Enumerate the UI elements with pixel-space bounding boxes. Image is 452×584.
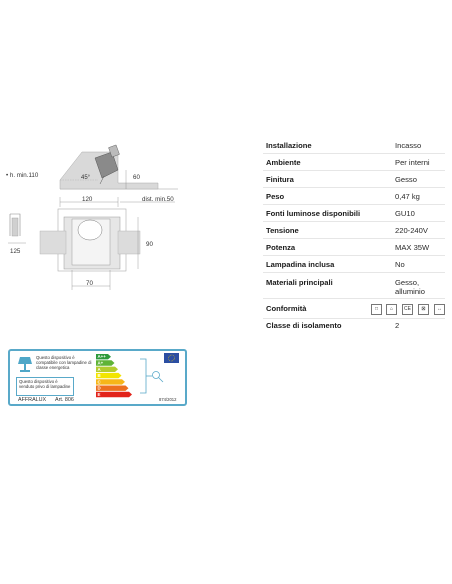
- divider: [263, 187, 445, 188]
- energy-class-label: A+: [97, 360, 104, 366]
- article-number: Art. 806: [55, 397, 74, 403]
- divider: [263, 153, 445, 154]
- spec-value-tensione: 220-240V: [395, 226, 428, 235]
- divider: [263, 221, 445, 222]
- side-wing-right: [118, 231, 140, 254]
- sold-without-text: Questo dispositivo è venduto privo di lampadine: [19, 379, 71, 390]
- compatible-text: Questo dispositivo è compatibile con lampadine di classe energetica: [36, 355, 92, 371]
- spec-label-materiali: Materiali principali: [266, 278, 333, 287]
- energy-class-label: A++: [97, 354, 106, 360]
- divider: [263, 272, 445, 273]
- dim-120-label: 120: [82, 196, 93, 203]
- dim-60-label: 60: [133, 174, 140, 181]
- ce-mark-icon: CE: [402, 304, 413, 315]
- energy-class-label: D: [97, 385, 101, 391]
- divider: [263, 318, 445, 319]
- spec-value-installazione: Incasso: [395, 141, 422, 150]
- spec-value-ambiente: Per interni: [395, 158, 430, 167]
- bulb-icon: [153, 372, 164, 383]
- spec-label-peso: Peso: [266, 192, 285, 201]
- spot-opening: [78, 220, 102, 240]
- dim-90-label: 90: [146, 241, 153, 248]
- energy-label: [8, 349, 187, 406]
- spec-value-finitura: Gesso: [395, 175, 417, 184]
- energy-class-label: C: [97, 379, 101, 385]
- energy-class-arrow: [96, 386, 129, 391]
- energy-class-label: E: [97, 392, 101, 397]
- brand-name: AFFRALUX: [18, 397, 47, 403]
- indoor-cert-icon: ⌂: [386, 304, 397, 315]
- divider: [263, 255, 445, 256]
- divider: [263, 170, 445, 171]
- spec-label-ambiente: Ambiente: [266, 158, 301, 167]
- h-min-label: • h. min.110: [6, 172, 39, 179]
- dim-70-label: 70: [86, 280, 93, 287]
- spec-label-conformita: Conformità: [266, 304, 307, 313]
- energy-class-label: B: [97, 373, 101, 379]
- divider: [263, 298, 445, 299]
- energy-class-label: A: [97, 366, 101, 372]
- spec-value-peso: 0,47 kg: [395, 192, 420, 201]
- technical-drawing: [0, 140, 180, 295]
- table-lamp-icon: [17, 356, 33, 373]
- square-cert-icon: □: [371, 304, 382, 315]
- weee-bin-icon: ⊠: [418, 304, 429, 315]
- energy-class-scale: [96, 353, 136, 398]
- spec-value-fonti: GU10: [395, 209, 415, 218]
- distance-cert-icon: ↔: [434, 304, 445, 315]
- angle-label: 45°: [81, 175, 91, 181]
- divider: [263, 204, 445, 205]
- spec-label-potenza: Potenza: [266, 243, 296, 252]
- spec-label-fonti: Fonti luminose disponibili: [266, 209, 361, 218]
- spec-label-tensione: Tensione: [266, 226, 299, 235]
- regulation-number: 874/2012: [159, 397, 177, 402]
- technical-drawing-svg: [0, 140, 180, 295]
- divider: [263, 238, 445, 239]
- side-wing-left: [40, 231, 66, 254]
- spec-value-materiali: Gesso, alluminio: [395, 278, 425, 296]
- spec-label-installazione: Installazione: [266, 141, 312, 150]
- spec-value-lampadina: No: [395, 260, 405, 269]
- dist-min-label: dist. min.50: [142, 196, 174, 203]
- class-bracket: [138, 357, 172, 397]
- spec-value-potenza: MAX 35W: [395, 243, 430, 252]
- spec-label-finitura: Finitura: [266, 175, 294, 184]
- spec-label-lampadina: Lampadina inclusa: [266, 260, 335, 269]
- energy-class-arrow: [96, 392, 132, 397]
- spec-label-classe-isolamento: Classe di isolamento: [266, 321, 342, 330]
- spec-value-classe-isolamento: 2: [395, 321, 400, 330]
- dim-125-label: 125: [10, 248, 21, 255]
